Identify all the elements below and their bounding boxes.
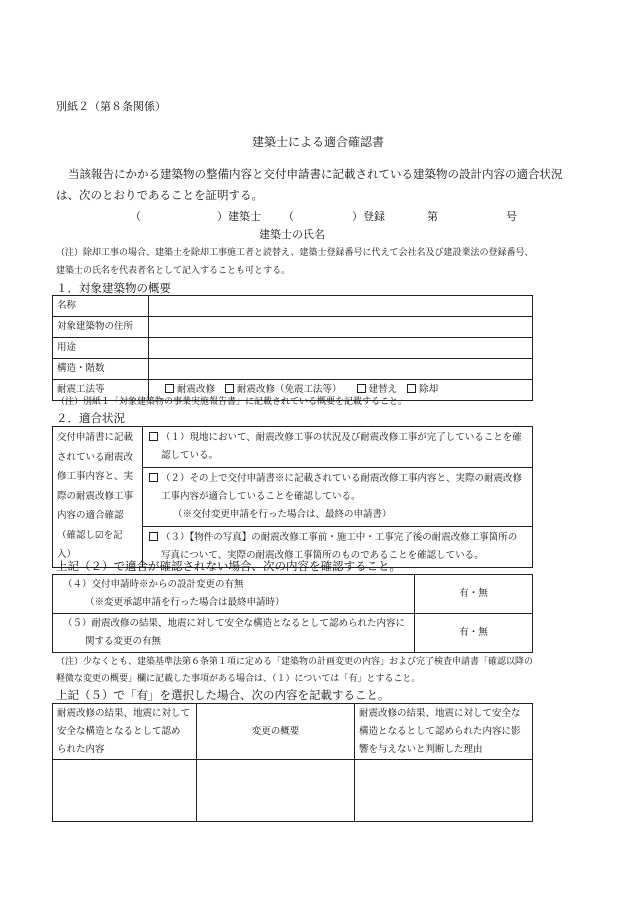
table-row: [53, 296, 533, 317]
note-demolition-line-2: 建築士の氏名を代表者名として記入することも可とする。: [56, 266, 291, 276]
use-value-cell[interactable]: [149, 338, 533, 359]
table-row: [53, 338, 533, 359]
row-label-structure: 構造・階数: [53, 359, 149, 380]
row-label-name: 名称: [53, 296, 149, 317]
table-row: [53, 614, 533, 653]
row-label-use: 用途: [53, 338, 149, 359]
checkbox-item-1[interactable]: [149, 432, 158, 441]
cert-architect-label: ）建築士: [217, 210, 261, 223]
option-rebuild: 建替え: [368, 384, 398, 395]
checkbox-demolition[interactable]: [407, 384, 416, 393]
section-4-heading: 上記（５）で「有」を選択した場合、次の内容を記載すること。: [56, 688, 390, 702]
table-row: [53, 359, 533, 380]
name-value-cell[interactable]: [149, 296, 533, 317]
cert-paren-open-1: （: [130, 210, 141, 223]
conformity-label-cell: 交付申請書に記載 されている耐震改 修工事内容と、実 際の耐震改修工事 内容の適合確認 （確認し☑を記 入）: [53, 427, 143, 568]
intro-line-1: 当該報告にかかる建築物の整備内容と交付申請書に記載されている建築物の設計内容の適合状況: [68, 167, 563, 181]
note-demolition-line-1: （注）除却工事の場合、建築士を除却工事施工者と読替え、建築士登録番号に代えて会社名及び建設業法の登録番号、: [56, 248, 534, 258]
option-demolition: 除却: [419, 384, 439, 395]
change-summary-cell[interactable]: [197, 760, 355, 822]
header-reason: 耐震改修の結果、地震に対して安全な 構造となるとして認められた内容に影 響を与えないと判断した理由: [355, 704, 533, 760]
approved-content-cell[interactable]: [53, 760, 197, 822]
answer-5[interactable]: 有・無: [415, 614, 533, 653]
table-row: [53, 575, 533, 614]
section-3-note-line-2: 軽微な変更の概要」欄に記載した事項がある場合は、（１）については「有」とすること。: [56, 674, 421, 684]
check-item-3: （３）【物件の写真】の耐震改修工事前・施工中・工事完了後の耐震改修工事箇所の 写真について、実際の耐震改修工事箇所のものであることを確認している。: [143, 527, 533, 568]
address-value-cell[interactable]: [149, 317, 533, 338]
cert-number-prefix: 第: [427, 210, 438, 223]
checkbox-seismic-isolation[interactable]: [225, 384, 234, 393]
cert-number-suffix: 号: [506, 210, 517, 223]
reason-cell[interactable]: [355, 760, 533, 822]
table-row: [53, 704, 533, 760]
section-3-note-line-1: （注）少なくとも、建築基準法第６条第１項に定める「建築物の計画変更の内容」および完了検査申請書「確認以降の: [56, 657, 534, 667]
checkbox-item-3[interactable]: [149, 532, 158, 541]
table-row: [53, 317, 533, 338]
checkbox-item-2[interactable]: [149, 473, 158, 482]
change-detail-table: [52, 703, 533, 822]
cert-paren-open-2: （: [283, 210, 294, 223]
header-approved-content: 耐震改修の結果、地震に対して 安全な構造となるとして認め られた内容: [53, 704, 197, 760]
checkbox-rebuild[interactable]: [357, 384, 366, 393]
checkbox-retrofit[interactable]: [165, 384, 174, 393]
header-change-summary: 変更の概要: [197, 704, 355, 760]
table-row: [53, 427, 533, 468]
answer-4[interactable]: 有・無: [415, 575, 533, 614]
building-overview-table: [52, 295, 533, 401]
annex-label: 別紙２（第８条関係）: [56, 100, 166, 113]
cert-registration-label: ）登録: [352, 210, 385, 223]
change-question-5: （５）耐震改修の結果、地震に対して安全な構造となるとして認められた内容に 関する変更の有無: [53, 614, 415, 653]
option-seismic-isolation: 耐震改修（免震工法等）: [237, 384, 342, 395]
structure-value-cell[interactable]: [149, 359, 533, 380]
change-question-4: （４）交付申請時※からの設計変更の有無 （※変更承認申請を行った場合は最終申請時）: [53, 575, 415, 614]
section-2-heading: ２．適合状況: [56, 411, 125, 425]
check-item-2: （２）その上で交付申請書※に記載されている耐震改修工事内容と、実際の耐震改修 工事内容が適合していることを確認している。 （※交付変更申請を行った場合は、最終の申請書）: [143, 468, 533, 527]
row-label-method: 耐震工法等: [53, 380, 149, 401]
conformity-table: [52, 426, 533, 568]
design-change-table: [52, 574, 533, 653]
section-1-note: （注）別紙１「対象建築物の事業実施報告書」に記載されている概要を記載すること。: [56, 397, 408, 407]
document-title: 建築士による適合確認書: [252, 135, 385, 149]
table-row: [53, 760, 533, 822]
intro-line-2: は、次のとおりであることを証明する。: [56, 188, 263, 202]
section-1-heading: １．対象建築物の概要: [56, 281, 171, 295]
architect-name-label: 建築士の氏名: [259, 228, 325, 241]
section-3-heading: 上記（２）で適合が確認されない場合、次の内容を確認すること。: [56, 559, 401, 573]
option-retrofit: 耐震改修: [177, 384, 216, 395]
row-label-address: 対象建築物の住所: [53, 317, 149, 338]
check-item-1: （１）現地において、耐震改修工事の状況及び耐震改修工事が完了していることを確 認している。: [143, 427, 533, 468]
